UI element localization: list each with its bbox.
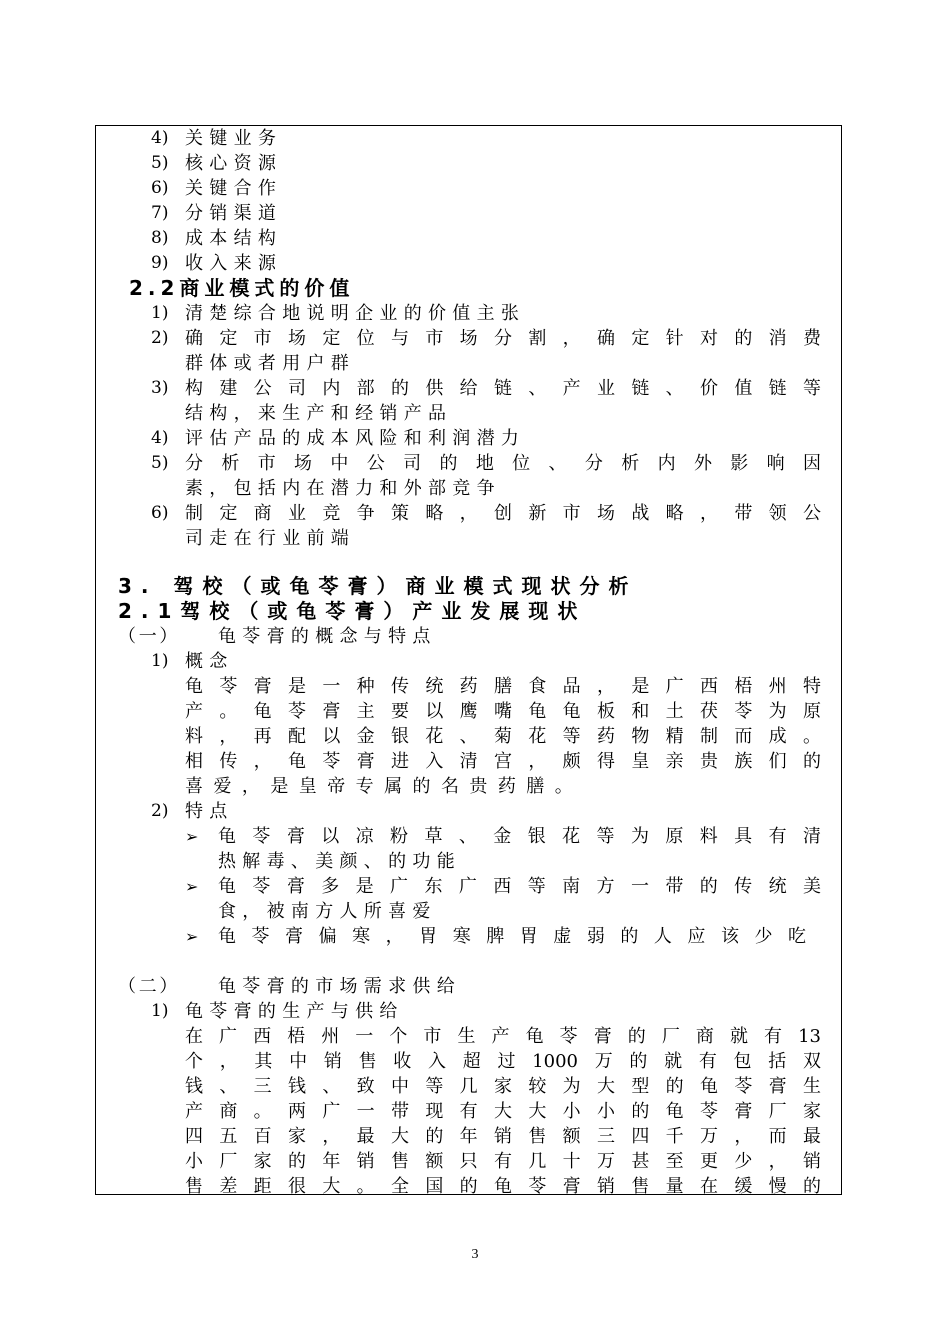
arrow-bullet-icon: ➢ <box>185 927 199 946</box>
list-number: 9) <box>151 253 169 273</box>
paragraph-line: 个，其中销售收入超过1000万的就有包括双 <box>185 1051 821 1072</box>
arrow-bullet-icon: ➢ <box>185 877 199 896</box>
paragraph-line: 料，再配以金银花、菊花等药物精制而成。 <box>185 726 821 747</box>
paragraph-line: 产商。两广一带现有大大小小的龟苓膏厂家 <box>185 1101 821 1122</box>
list-item-continued: 素，包括内在潜力和外部竞争 <box>185 478 501 499</box>
paragraph-line: 小厂家的年销售额只有几十万甚至更少，销 <box>185 1151 821 1172</box>
list-item-continued: 群体或者用户群 <box>185 353 356 374</box>
list-item: 制定商业竞争策略，创新市场战略，带领公 <box>185 503 821 524</box>
bullet-line-continued: 热解毒、美颜、的功能 <box>218 851 461 872</box>
paragraph-line: 喜爱，是皇帝专属的名贵药膳。 <box>185 776 584 797</box>
paragraph-line: 产。龟苓膏主要以鹰嘴龟龟板和土茯苓为原 <box>185 701 821 722</box>
list-item: 评估产品的成本风险和利润潜力 <box>185 428 526 449</box>
bullet-line-continued: 食，被南方人所喜爱 <box>218 901 437 922</box>
bullet-line: 龟苓膏多是广东广西等南方一带的传统美 <box>218 876 821 897</box>
list-item: 核心资源 <box>185 153 283 174</box>
page-number: 3 <box>471 1247 479 1262</box>
list-item: 成本结构 <box>185 228 283 249</box>
list-item-continued: 结构，来生产和经销产品 <box>185 403 453 424</box>
list-item: 构建公司内部的供给链、产业链、价值链等 <box>185 378 821 399</box>
list-number: 1) <box>151 303 169 323</box>
list-number: 3) <box>151 378 169 398</box>
list-item: 收入来源 <box>185 253 283 274</box>
item-title: 特点 <box>185 801 234 822</box>
list-number: 1) <box>151 651 169 671</box>
list-number: 4) <box>151 428 169 448</box>
list-number: 2) <box>151 328 169 348</box>
part-label: （二） <box>118 976 181 997</box>
content-frame <box>95 125 842 1195</box>
list-item: 确定市场定位与市场分割，确定针对的消费 <box>185 328 821 349</box>
paragraph-line: 钱、三钱、致中等几家较为大型的龟苓膏生 <box>185 1076 821 1097</box>
paragraph-line: 龟苓膏是一种传统药膳食品，是广西梧州特 <box>185 676 821 697</box>
list-item: 分析市场中公司的地位、分析内外影响因 <box>185 453 821 474</box>
bullet-line: 龟苓膏偏寒，胃寒脾胃虚弱的人应该少吃 <box>218 926 806 947</box>
paragraph-line: 四五百家，最大的年销售额三四千万，而最 <box>185 1126 821 1147</box>
section-heading: 2.1驾校（或龟苓膏）产业发展现状 <box>118 599 587 623</box>
list-item-continued: 司走在行业前端 <box>185 528 356 549</box>
arrow-bullet-icon: ➢ <box>185 827 199 846</box>
part-title: 龟苓膏的概念与特点 <box>218 626 437 647</box>
list-item: 分销渠道 <box>185 203 283 224</box>
item-title: 龟苓膏的生产与供给 <box>185 1001 404 1022</box>
list-number: 6) <box>151 178 169 198</box>
bullet-line: 龟苓膏以凉粉草、金银花等为原料具有清 <box>218 826 821 847</box>
list-number: 2) <box>151 801 169 821</box>
part-label: （一） <box>118 626 181 647</box>
list-number: 5) <box>151 153 169 173</box>
list-number: 1) <box>151 1001 169 1021</box>
list-item: 清楚综合地说明企业的价值主张 <box>185 303 526 324</box>
paragraph-line: 在广西梧州一个市生产龟苓膏的厂商就有13 <box>185 1026 821 1047</box>
list-number: 5) <box>151 453 169 473</box>
chapter-heading: 3. 驾校（或龟苓膏）商业模式现状分析 <box>118 574 638 598</box>
list-number: 6) <box>151 503 169 523</box>
part-title: 龟苓膏的市场需求供给 <box>218 976 461 997</box>
list-number: 4) <box>151 128 169 148</box>
section-heading: 2.2商业模式的价值 <box>129 276 355 300</box>
item-title: 概念 <box>185 651 234 672</box>
list-item: 关键业务 <box>185 128 283 149</box>
list-item: 关键合作 <box>185 178 283 199</box>
list-number: 8) <box>151 228 169 248</box>
paragraph-line: 相传，龟苓膏进入清宫，颇得皇亲贵族们的 <box>185 751 821 772</box>
list-number: 7) <box>151 203 169 223</box>
paragraph-line: 售差距很大。全国的龟苓膏销售量在缓慢的 <box>185 1176 821 1195</box>
